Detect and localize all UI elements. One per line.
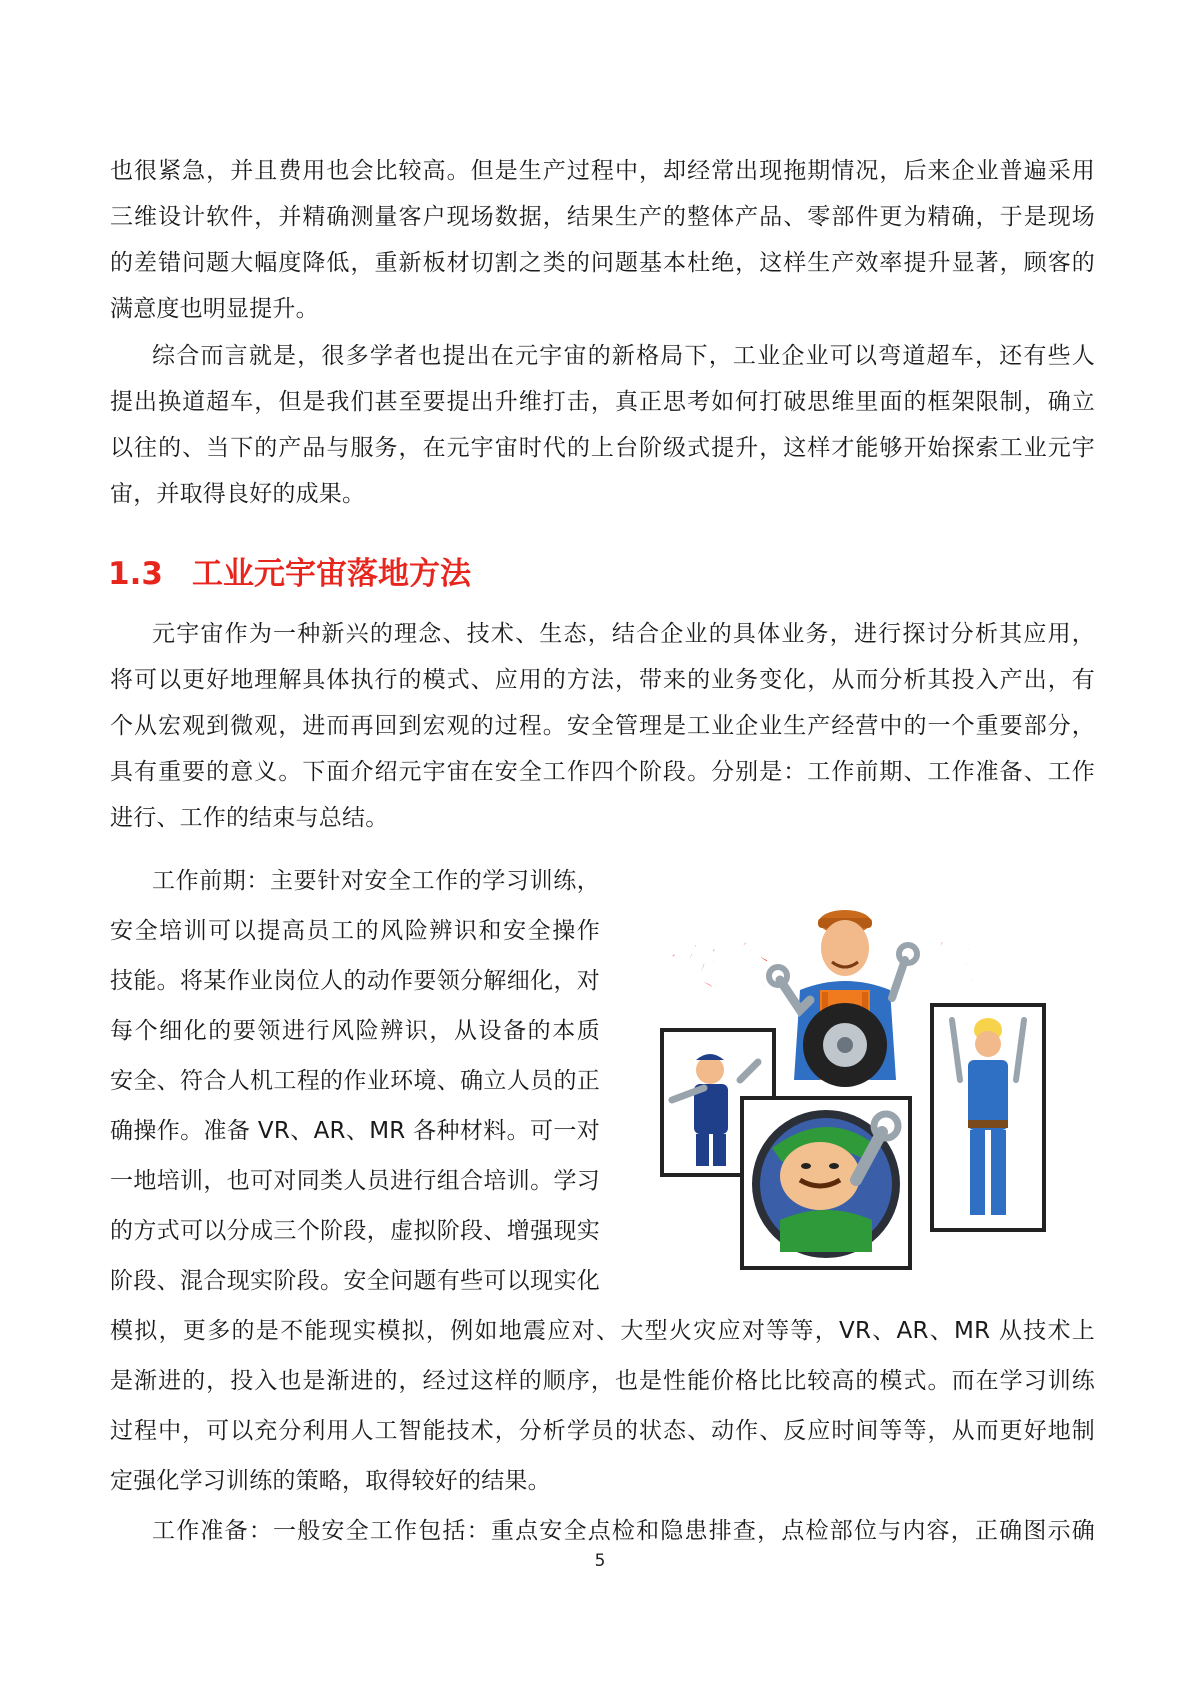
paragraph-3-line-4: 具有重要的意义。下面介绍元宇宙在安全工作四个阶段。分别是：工作前期、工作准备、工作 bbox=[110, 759, 1095, 785]
paragraph-4-line-1: 工作前期：主要针对安全工作的学习训练， bbox=[152, 868, 600, 894]
illustration-text-anquan: 安全 bbox=[668, 938, 773, 998]
paragraph-4-line-11: 是渐进的，投入也是渐进的，经过这样的顺序，也是性能价格比比较高的模式。而在学习训练 bbox=[110, 1368, 1095, 1394]
paragraph-4-line-9: 阶段、混合现实阶段。安全问题有些可以现实化 bbox=[110, 1268, 600, 1294]
paragraph-4-line-2: 安全培训可以提高员工的风险辨识和安全操作 bbox=[110, 918, 600, 944]
paragraph-1-line-4: 满意度也明显提升。 bbox=[110, 296, 319, 322]
paragraph-1-line-2: 三维设计软件，并精确测量客户现场数据，结果生产的整体产品、零部件更为精确，于是现场 bbox=[110, 204, 1095, 230]
paragraph-3-line-3: 个从宏观到微观，进而再回到宏观的过程。安全管理是工业企业生产经营中的一个重要部分， bbox=[110, 713, 1095, 739]
worker-right-frame bbox=[932, 1005, 1044, 1230]
paragraph-3-line-1: 元宇宙作为一种新兴的理念、技术、生态，结合企业的具体业务，进行探讨分析其应用， bbox=[152, 621, 1095, 647]
paragraph-4-line-5: 安全、符合人机工程的作业环境、确立人员的正 bbox=[110, 1068, 600, 1094]
paragraph-1-line-1: 也很紧急，并且费用也会比较高。但是生产过程中，却经常出现拖期情况，后来企业普遍采用 bbox=[110, 158, 1095, 184]
paragraph-4-line-3: 技能。将某作业岗位人的动作要领分解细化，对 bbox=[110, 968, 600, 994]
paragraph-4-line-7: 一地培训，也可对同类人员进行组合培训。学习 bbox=[110, 1168, 600, 1194]
page-number: 5 bbox=[594, 1551, 606, 1571]
paragraph-4-line-8: 的方式可以分成三个阶段，虚拟阶段、增强现实 bbox=[110, 1218, 600, 1244]
paragraph-1-line-3: 的差错问题大幅度降低，重新板材切割之类的问题基本杜绝，这样生产效率提升显著，顾客的 bbox=[110, 250, 1095, 276]
paragraph-4-line-12: 过程中，可以充分利用人工智能技术，分析学员的状态、动作、反应时间等等，从而更好地制 bbox=[110, 1418, 1095, 1444]
section-title: 工业元宇宙落地方法 bbox=[192, 556, 471, 592]
safety-production-illustration bbox=[660, 880, 1060, 1278]
paragraph-2-line-2: 提出换道超车，但是我们甚至要提出升维打击，真正思考如何打破思维里面的框架限制，确立 bbox=[110, 389, 1095, 415]
paragraph-5-line-1: 工作准备：一般安全工作包括：重点安全点检和隐患排查，点检部位与内容，正确图示确 bbox=[152, 1518, 1095, 1544]
paragraph-2-line-4: 宙，并取得良好的成果。 bbox=[110, 481, 366, 507]
paragraph-2-line-3: 以往的、当下的产品与服务，在元宇宙时代的上台阶级式提升，这样才能够开始探索工业元宇 bbox=[110, 435, 1095, 461]
section-heading bbox=[108, 552, 471, 596]
section-number: 1.3 bbox=[108, 556, 163, 592]
paragraph-2-line-1: 综合而言就是，很多学者也提出在元宇宙的新格局下，工业企业可以弯道超车，还有些人 bbox=[152, 343, 1095, 369]
paragraph-4-line-13: 定强化学习训练的策略，取得较好的结果。 bbox=[110, 1468, 551, 1494]
paragraph-3-line-5: 进行、工作的结束与总结。 bbox=[110, 805, 389, 831]
paragraph-4-line-10: 模拟，更多的是不能现实模拟，例如地震应对、大型火灾应对等等，VR、AR、MR 从技术上 bbox=[110, 1318, 1095, 1344]
paragraph-4-line-6: 确操作。准备 VR、AR、MR 各种材料。可一对 bbox=[110, 1118, 600, 1144]
illustration-text-shengchan: 生产 bbox=[928, 934, 1028, 992]
paragraph-3-line-2: 将可以更好地理解具体执行的模式、应用的方法，带来的业务变化，从而分析其投入产出，有 bbox=[110, 667, 1095, 693]
paragraph-4-line-4: 每个细化的要领进行风险辨识，从设备的本质 bbox=[110, 1018, 600, 1044]
worker-center bbox=[769, 910, 917, 1087]
worker-foreground-frame bbox=[742, 1098, 910, 1268]
